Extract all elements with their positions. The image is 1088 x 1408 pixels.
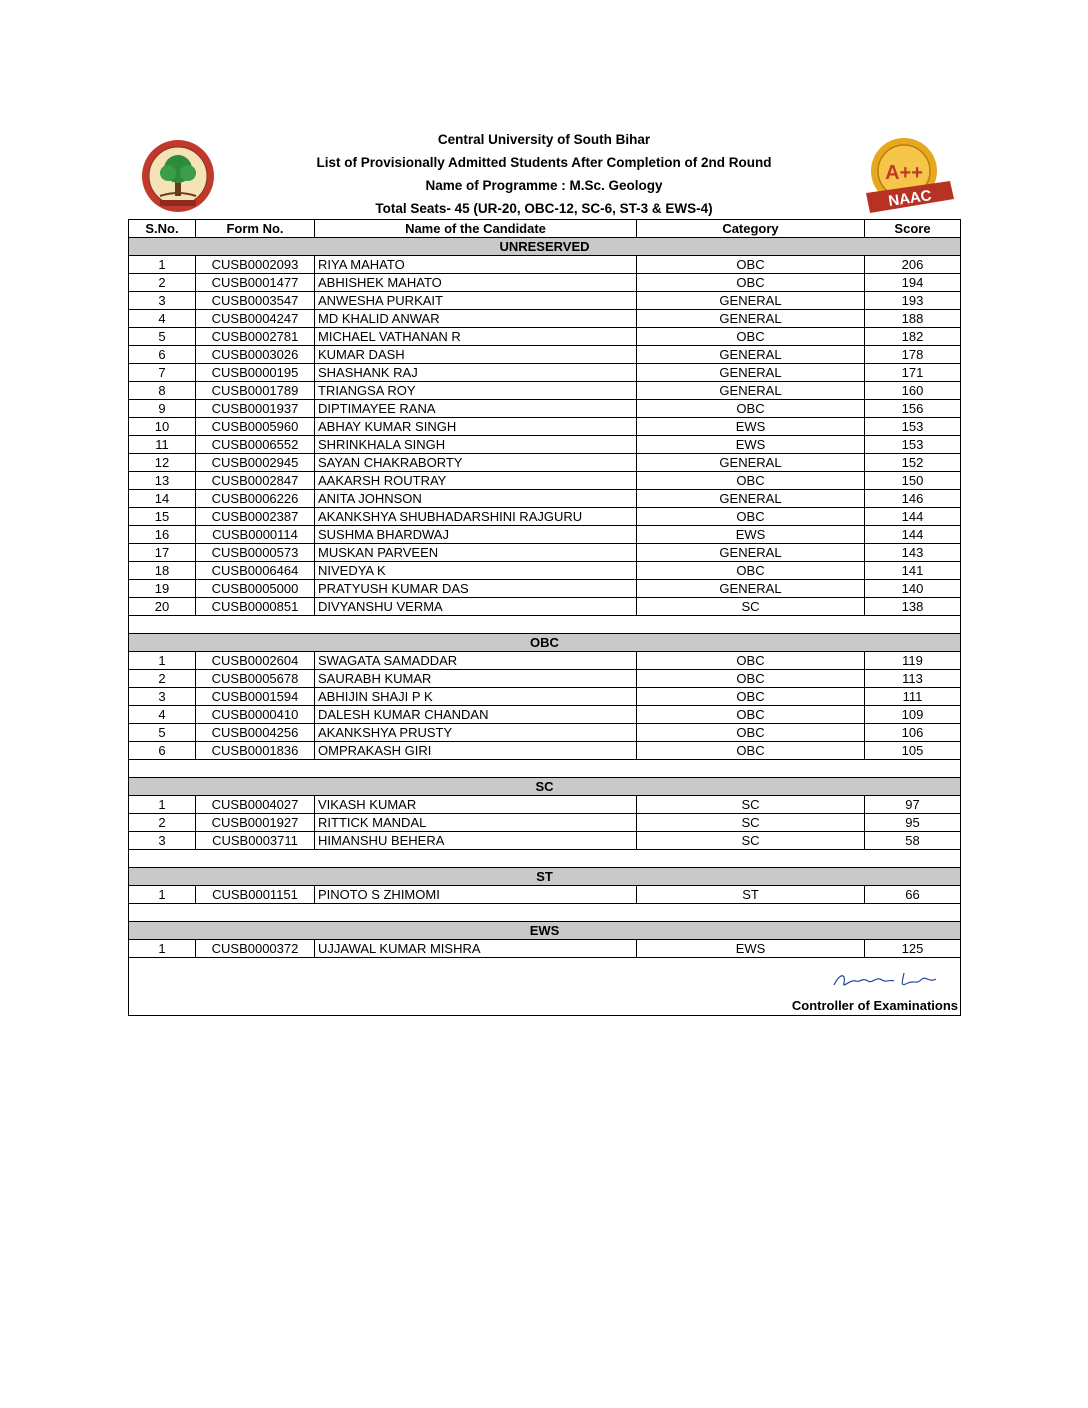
- row-candidate-name: SWAGATA SAMADDAR: [315, 652, 637, 670]
- row-form-no: CUSB0001927: [196, 814, 315, 832]
- row-form-no: CUSB0001151: [196, 886, 315, 904]
- section-header-row: [129, 238, 961, 256]
- table-row: [129, 256, 961, 274]
- row-candidate-name: SHASHANK RAJ: [315, 364, 637, 382]
- row-score: 106: [865, 724, 961, 742]
- row-candidate-name: DIPTIMAYEE RANA: [315, 400, 637, 418]
- row-sno: 5: [129, 724, 196, 742]
- row-form-no: CUSB0006552: [196, 436, 315, 454]
- row-score: 153: [865, 418, 961, 436]
- row-candidate-name: HIMANSHU BEHERA: [315, 832, 637, 850]
- row-form-no: CUSB0002093: [196, 256, 315, 274]
- row-category: GENERAL: [637, 382, 865, 400]
- row-category: SC: [637, 814, 865, 832]
- row-category: OBC: [637, 472, 865, 490]
- table-row: [129, 346, 961, 364]
- row-score: 58: [865, 832, 961, 850]
- row-candidate-name: SAYAN CHAKRABORTY: [315, 454, 637, 472]
- section-title: SC: [129, 778, 961, 796]
- row-category: OBC: [637, 400, 865, 418]
- table-row: [129, 292, 961, 310]
- row-sno: 3: [129, 832, 196, 850]
- row-score: 146: [865, 490, 961, 508]
- row-category: EWS: [637, 418, 865, 436]
- row-candidate-name: DALESH KUMAR CHANDAN: [315, 706, 637, 724]
- row-form-no: CUSB0004027: [196, 796, 315, 814]
- row-category: SC: [637, 598, 865, 616]
- col-candidate-name: Name of the Candidate: [315, 220, 637, 238]
- row-score: 125: [865, 940, 961, 958]
- table-row: [129, 886, 961, 904]
- row-category: OBC: [637, 328, 865, 346]
- row-form-no: CUSB0000573: [196, 544, 315, 562]
- table-row: [129, 832, 961, 850]
- row-form-no: CUSB0000851: [196, 598, 315, 616]
- row-sno: 1: [129, 652, 196, 670]
- blank-spacer-row: [129, 904, 961, 922]
- table-row: [129, 436, 961, 454]
- row-score: 109: [865, 706, 961, 724]
- row-candidate-name: VIKASH KUMAR: [315, 796, 637, 814]
- row-category: GENERAL: [637, 454, 865, 472]
- row-form-no: CUSB0006464: [196, 562, 315, 580]
- section-title: UNRESERVED: [129, 238, 961, 256]
- row-sno: 16: [129, 526, 196, 544]
- admission-table: [128, 219, 961, 1016]
- row-sno: 20: [129, 598, 196, 616]
- row-sno: 9: [129, 400, 196, 418]
- row-candidate-name: TRIANGSA ROY: [315, 382, 637, 400]
- table-row: [129, 796, 961, 814]
- row-form-no: CUSB0001937: [196, 400, 315, 418]
- table-row: [129, 670, 961, 688]
- row-candidate-name: OMPRAKASH GIRI: [315, 742, 637, 760]
- section-title: EWS: [129, 922, 961, 940]
- row-score: 160: [865, 382, 961, 400]
- naac-banner-text: NAAC: [887, 187, 933, 210]
- section-title: OBC: [129, 634, 961, 652]
- row-sno: 1: [129, 940, 196, 958]
- programme-name: Name of Programme : M.Sc. Geology: [425, 178, 663, 193]
- row-sno: 2: [129, 274, 196, 292]
- row-candidate-name: DIVYANSHU VERMA: [315, 598, 637, 616]
- row-candidate-name: SUSHMA BHARDWAJ: [315, 526, 637, 544]
- row-category: GENERAL: [637, 580, 865, 598]
- table-row: [129, 364, 961, 382]
- row-sno: 4: [129, 706, 196, 724]
- row-sno: 1: [129, 886, 196, 904]
- row-form-no: CUSB0000372: [196, 940, 315, 958]
- list-title: List of Provisionally Admitted Students After Completion of 2nd Round: [316, 155, 772, 170]
- table-row: [129, 562, 961, 580]
- table-row: [129, 418, 961, 436]
- row-sno: 2: [129, 670, 196, 688]
- row-candidate-name: MD KHALID ANWAR: [315, 310, 637, 328]
- row-sno: 2: [129, 814, 196, 832]
- table-row: [129, 274, 961, 292]
- section-header-row: [129, 778, 961, 796]
- table-row: [129, 526, 961, 544]
- row-category: GENERAL: [637, 310, 865, 328]
- row-score: 113: [865, 670, 961, 688]
- row-candidate-name: ANWESHA PURKAIT: [315, 292, 637, 310]
- row-score: 144: [865, 526, 961, 544]
- table-row: [129, 580, 961, 598]
- row-form-no: CUSB0002387: [196, 508, 315, 526]
- row-form-no: CUSB0005000: [196, 580, 315, 598]
- section-header-row: [129, 868, 961, 886]
- row-sno: 17: [129, 544, 196, 562]
- row-form-no: CUSB0001836: [196, 742, 315, 760]
- row-form-no: CUSB0003711: [196, 832, 315, 850]
- row-sno: 13: [129, 472, 196, 490]
- row-form-no: CUSB0002847: [196, 472, 315, 490]
- row-candidate-name: MUSKAN PARVEEN: [315, 544, 637, 562]
- row-score: 178: [865, 346, 961, 364]
- row-score: 152: [865, 454, 961, 472]
- row-category: EWS: [637, 526, 865, 544]
- document-header: [128, 128, 960, 218]
- row-sno: 6: [129, 742, 196, 760]
- row-candidate-name: SAURABH KUMAR: [315, 670, 637, 688]
- row-category: SC: [637, 832, 865, 850]
- university-name: Central University of South Bihar: [437, 132, 651, 147]
- row-form-no: CUSB0001789: [196, 382, 315, 400]
- row-sno: 18: [129, 562, 196, 580]
- row-sno: 12: [129, 454, 196, 472]
- row-form-no: CUSB0005960: [196, 418, 315, 436]
- row-score: 97: [865, 796, 961, 814]
- row-score: 105: [865, 742, 961, 760]
- row-sno: 6: [129, 346, 196, 364]
- row-sno: 7: [129, 364, 196, 382]
- row-sno: 8: [129, 382, 196, 400]
- row-candidate-name: PINOTO S ZHIMOMI: [315, 886, 637, 904]
- row-sno: 10: [129, 418, 196, 436]
- section-title: ST: [129, 868, 961, 886]
- table-row: [129, 940, 961, 958]
- row-candidate-name: RITTICK MANDAL: [315, 814, 637, 832]
- row-category: OBC: [637, 256, 865, 274]
- row-candidate-name: ABHIJIN SHAJI P K: [315, 688, 637, 706]
- row-sno: 4: [129, 310, 196, 328]
- table-body: [129, 238, 961, 958]
- row-candidate-name: RIYA MAHATO: [315, 256, 637, 274]
- row-candidate-name: KUMAR DASH: [315, 346, 637, 364]
- blank-spacer-row: [129, 850, 961, 868]
- row-category: OBC: [637, 706, 865, 724]
- row-form-no: CUSB0001594: [196, 688, 315, 706]
- row-score: 141: [865, 562, 961, 580]
- row-score: 140: [865, 580, 961, 598]
- col-score: Score: [865, 220, 961, 238]
- col-form-no: Form No.: [196, 220, 315, 238]
- section-header-row: [129, 922, 961, 940]
- row-candidate-name: ABHAY KUMAR SINGH: [315, 418, 637, 436]
- row-score: 119: [865, 652, 961, 670]
- row-score: 182: [865, 328, 961, 346]
- row-category: ST: [637, 886, 865, 904]
- row-candidate-name: SHRINKHALA SINGH: [315, 436, 637, 454]
- row-score: 95: [865, 814, 961, 832]
- signature-row: [129, 958, 961, 1016]
- row-candidate-name: AAKARSH ROUTRAY: [315, 472, 637, 490]
- table-row: [129, 382, 961, 400]
- row-form-no: CUSB0006226: [196, 490, 315, 508]
- row-category: OBC: [637, 274, 865, 292]
- row-candidate-name: MICHAEL VATHANAN R: [315, 328, 637, 346]
- row-score: 193: [865, 292, 961, 310]
- row-score: 194: [865, 274, 961, 292]
- row-sno: 5: [129, 328, 196, 346]
- row-sno: 15: [129, 508, 196, 526]
- table-row: [129, 454, 961, 472]
- col-category: Category: [637, 220, 865, 238]
- row-sno: 14: [129, 490, 196, 508]
- row-category: OBC: [637, 652, 865, 670]
- row-score: 188: [865, 310, 961, 328]
- row-candidate-name: AKANKSHYA SHUBHADARSHINI RAJGURU: [315, 508, 637, 526]
- row-score: 66: [865, 886, 961, 904]
- table-row: [129, 400, 961, 418]
- row-category: OBC: [637, 670, 865, 688]
- table-row: [129, 544, 961, 562]
- table-row: [129, 688, 961, 706]
- row-candidate-name: ANITA JOHNSON: [315, 490, 637, 508]
- table-header-row: [129, 220, 961, 238]
- row-sno: 3: [129, 292, 196, 310]
- row-candidate-name: ABHISHEK MAHATO: [315, 274, 637, 292]
- row-form-no: CUSB0004247: [196, 310, 315, 328]
- row-score: 206: [865, 256, 961, 274]
- table-row: [129, 328, 961, 346]
- row-score: 171: [865, 364, 961, 382]
- row-score: 156: [865, 400, 961, 418]
- row-score: 150: [865, 472, 961, 490]
- row-candidate-name: PRATYUSH KUMAR DAS: [315, 580, 637, 598]
- row-candidate-name: UJJAWAL KUMAR MISHRA: [315, 940, 637, 958]
- row-candidate-name: NIVEDYA K: [315, 562, 637, 580]
- row-score: 143: [865, 544, 961, 562]
- row-category: OBC: [637, 508, 865, 526]
- table-row: [129, 490, 961, 508]
- row-score: 138: [865, 598, 961, 616]
- col-sno: S.No.: [129, 220, 196, 238]
- row-form-no: CUSB0001477: [196, 274, 315, 292]
- section-header-row: [129, 634, 961, 652]
- row-form-no: CUSB0004256: [196, 724, 315, 742]
- row-category: OBC: [637, 688, 865, 706]
- signatory-title: Controller of Examinations: [791, 998, 958, 1013]
- row-sno: 1: [129, 256, 196, 274]
- signature-icon: [830, 967, 940, 993]
- row-score: 111: [865, 688, 961, 706]
- row-sno: 1: [129, 796, 196, 814]
- table-row: [129, 742, 961, 760]
- row-form-no: CUSB0000195: [196, 364, 315, 382]
- table-row: [129, 706, 961, 724]
- row-form-no: CUSB0005678: [196, 670, 315, 688]
- row-form-no: CUSB0002604: [196, 652, 315, 670]
- row-category: GENERAL: [637, 364, 865, 382]
- table-row: [129, 724, 961, 742]
- table-row: [129, 814, 961, 832]
- row-category: OBC: [637, 724, 865, 742]
- naac-grade: A++: [885, 162, 923, 184]
- table-row: [129, 598, 961, 616]
- row-category: GENERAL: [637, 544, 865, 562]
- row-category: OBC: [637, 562, 865, 580]
- row-category: EWS: [637, 940, 865, 958]
- row-form-no: CUSB0002945: [196, 454, 315, 472]
- row-form-no: CUSB0003547: [196, 292, 315, 310]
- row-candidate-name: AKANKSHYA PRUSTY: [315, 724, 637, 742]
- row-category: GENERAL: [637, 346, 865, 364]
- row-score: 144: [865, 508, 961, 526]
- table-row: [129, 508, 961, 526]
- row-form-no: CUSB0000410: [196, 706, 315, 724]
- row-sno: 19: [129, 580, 196, 598]
- row-category: OBC: [637, 742, 865, 760]
- row-form-no: CUSB0003026: [196, 346, 315, 364]
- row-form-no: CUSB0002781: [196, 328, 315, 346]
- row-category: GENERAL: [637, 292, 865, 310]
- blank-spacer-row: [129, 616, 961, 634]
- row-score: 153: [865, 436, 961, 454]
- total-seats: Total Seats- 45 (UR-20, OBC-12, SC-6, ST-3 & EWS-4): [375, 201, 713, 216]
- row-category: EWS: [637, 436, 865, 454]
- table-row: [129, 472, 961, 490]
- naac-badge-icon: [862, 133, 956, 221]
- table-row: [129, 310, 961, 328]
- row-sno: 11: [129, 436, 196, 454]
- row-category: GENERAL: [637, 490, 865, 508]
- blank-spacer-row: [129, 760, 961, 778]
- row-form-no: CUSB0000114: [196, 526, 315, 544]
- row-sno: 3: [129, 688, 196, 706]
- row-category: SC: [637, 796, 865, 814]
- table-row: [129, 652, 961, 670]
